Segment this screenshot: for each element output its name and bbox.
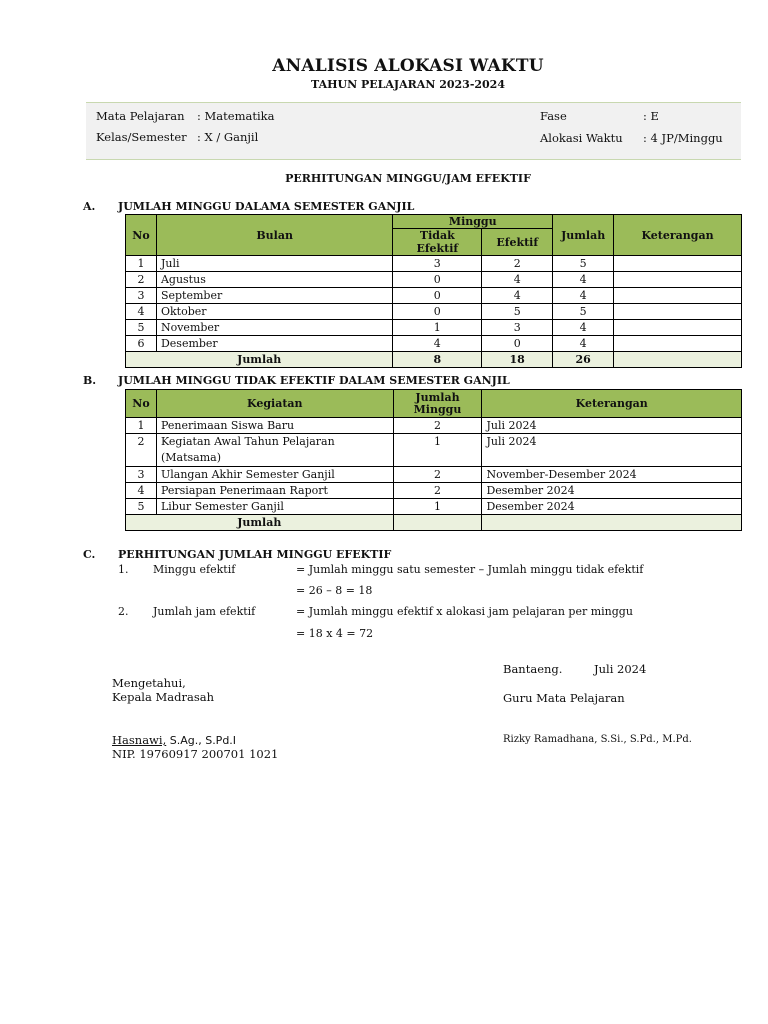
row-no: 3 — [126, 288, 157, 304]
row-activity: Libur Semester Ganjil — [156, 499, 393, 515]
calc-item-label: Minggu efektif — [153, 563, 236, 576]
row-note: Juli 2024 — [482, 418, 742, 434]
table-row — [126, 467, 742, 483]
calc-item-formula: = Jumlah minggu efektif x alokasi jam pelajaran per minggu — [296, 605, 633, 618]
row-not-effective: 4 — [393, 336, 482, 352]
table-row — [126, 320, 742, 336]
calc-item-formula: = Jumlah minggu satu semester – Jumlah minggu tidak efektif — [296, 563, 644, 576]
row-total: 4 — [553, 336, 614, 352]
row-total: 4 — [553, 288, 614, 304]
teacher-name: Rizky Ramadhana, S.Si., S.Pd., M.Pd. — [503, 734, 692, 745]
row-month: September — [156, 288, 392, 304]
total-label: Jumlah — [126, 352, 393, 368]
row-no: 4 — [126, 304, 157, 320]
row-month: Oktober — [156, 304, 392, 320]
row-month: Desember — [156, 336, 392, 352]
table-row — [126, 304, 742, 320]
row-activity-line2: (Matsama) — [160, 451, 222, 464]
row-effective: 2 — [482, 256, 553, 272]
total-note — [482, 515, 742, 531]
total-not-effective: 8 — [393, 352, 482, 368]
row-total: 5 — [553, 256, 614, 272]
class-value: : X / Ganjil — [197, 130, 259, 144]
calc-item-result: = 26 – 8 = 18 — [296, 584, 373, 597]
col-header-weeks: Jumlah Minggu — [393, 390, 482, 418]
row-effective: 5 — [482, 304, 553, 320]
total-note — [614, 352, 742, 368]
col-header-no: No — [126, 215, 157, 256]
col-header-note: Keterangan — [614, 215, 742, 256]
phase-label: Fase — [540, 109, 567, 123]
signature-place: Bantaeng. — [503, 662, 563, 676]
section-b-letter: B. — [83, 374, 97, 387]
row-weeks: 1 — [393, 499, 482, 515]
row-no: 5 — [126, 499, 157, 515]
table-row — [126, 336, 742, 352]
row-note — [614, 256, 742, 272]
row-month: November — [156, 320, 392, 336]
non-effective-weeks-table — [125, 389, 742, 531]
acknowledge-label: Mengetahui, — [112, 676, 186, 690]
row-no: 2 — [126, 272, 157, 288]
section-title: PERHITUNGAN MINGGU/JAM EFEKTIF — [285, 172, 531, 185]
section-a-letter: A. — [83, 200, 96, 213]
col-header-not-effective: Tidak Efektif — [393, 229, 482, 256]
row-no: 1 — [126, 256, 157, 272]
col-header-activity: Kegiatan — [156, 390, 393, 418]
row-no: 1 — [126, 418, 157, 434]
col-header-note: Keterangan — [482, 390, 742, 418]
signature-date: Juli 2024 — [594, 662, 647, 676]
calc-item-label: Jumlah jam efektif — [153, 605, 256, 618]
row-total: 4 — [553, 272, 614, 288]
effective-weeks-table — [125, 214, 742, 368]
document-title: ANALISIS ALOKASI WAKTU — [272, 56, 544, 76]
table-row — [126, 499, 742, 515]
total-effective: 18 — [482, 352, 553, 368]
table-row — [126, 288, 742, 304]
section-b-heading: JUMLAH MINGGU TIDAK EFEKTIF DALAM SEMESTER GANJIL — [118, 374, 510, 387]
row-no: 2 — [126, 434, 157, 467]
section-c-heading: PERHITUNGAN JUMLAH MINGGU EFEKTIF — [118, 548, 392, 561]
row-total: 4 — [553, 320, 614, 336]
row-not-effective: 1 — [393, 320, 482, 336]
phase-value: : E — [643, 109, 659, 123]
calc-item-number: 2. — [118, 605, 129, 618]
principal-degree: S.Ag., S.Pd.I — [166, 734, 237, 747]
row-note — [614, 336, 742, 352]
row-note: November-Desember 2024 — [482, 467, 742, 483]
row-month: Juli — [156, 256, 392, 272]
principal-nip: NIP. 19760917 200701 1021 — [112, 747, 279, 761]
row-no: 3 — [126, 467, 157, 483]
row-not-effective: 0 — [393, 272, 482, 288]
total-row — [126, 515, 742, 531]
total-row — [126, 352, 742, 368]
row-weeks: 1 — [393, 434, 482, 467]
table-row — [126, 434, 742, 467]
table-row — [126, 272, 742, 288]
row-activity — [156, 434, 393, 467]
row-activity: Penerimaan Siswa Baru — [156, 418, 393, 434]
row-activity: Persiapan Penerimaan Raport — [156, 483, 393, 499]
table-row — [126, 418, 742, 434]
principal-role: Kepala Madrasah — [112, 690, 215, 704]
row-note — [614, 272, 742, 288]
row-no: 4 — [126, 483, 157, 499]
row-note — [614, 320, 742, 336]
section-c-letter: C. — [83, 548, 96, 561]
row-note — [614, 288, 742, 304]
row-note — [614, 304, 742, 320]
row-activity-line1: Kegiatan Awal Tahun Pelajaran — [160, 435, 335, 448]
row-note: Desember 2024 — [482, 499, 742, 515]
row-activity: Ulangan Akhir Semester Ganjil — [156, 467, 393, 483]
col-header-month: Bulan — [156, 215, 392, 256]
table-row — [126, 256, 742, 272]
subject-label: Mata Pelajaran — [96, 109, 185, 123]
row-effective: 4 — [482, 288, 553, 304]
row-effective: 4 — [482, 272, 553, 288]
row-no: 5 — [126, 320, 157, 336]
row-weeks: 2 — [393, 483, 482, 499]
document-subtitle: TAHUN PELAJARAN 2023-2024 — [310, 78, 505, 91]
row-effective: 0 — [482, 336, 553, 352]
section-a-heading: JUMLAH MINGGU DALAMA SEMESTER GANJIL — [118, 200, 415, 213]
class-label: Kelas/Semester — [96, 130, 187, 144]
col-header-effective: Efektif — [482, 229, 553, 256]
principal-name-text: Hasnawi, — [112, 733, 167, 747]
row-not-effective: 0 — [393, 288, 482, 304]
row-weeks: 2 — [393, 418, 482, 434]
row-note: Desember 2024 — [482, 483, 742, 499]
time-allocation-value: : 4 JP/Minggu — [643, 131, 723, 145]
calc-item-number: 1. — [118, 563, 129, 576]
total-label: Jumlah — [126, 515, 394, 531]
row-not-effective: 0 — [393, 304, 482, 320]
row-total: 5 — [553, 304, 614, 320]
table-row — [126, 483, 742, 499]
row-no: 6 — [126, 336, 157, 352]
total-weeks: 26 — [553, 352, 614, 368]
row-effective: 3 — [482, 320, 553, 336]
time-allocation-label: Alokasi Waktu — [540, 131, 623, 145]
calc-item-result: = 18 x 4 = 72 — [296, 627, 374, 640]
teacher-role: Guru Mata Pelajaran — [503, 691, 625, 705]
col-header-no: No — [126, 390, 157, 418]
row-weeks: 2 — [393, 467, 482, 483]
col-header-week: Minggu — [393, 215, 553, 229]
row-month: Agustus — [156, 272, 392, 288]
col-header-total: Jumlah — [553, 215, 614, 256]
principal-name — [112, 733, 236, 747]
row-not-effective: 3 — [393, 256, 482, 272]
row-note: Juli 2024 — [482, 434, 742, 467]
subject-value: : Matematika — [197, 109, 275, 123]
total-weeks — [393, 515, 482, 531]
